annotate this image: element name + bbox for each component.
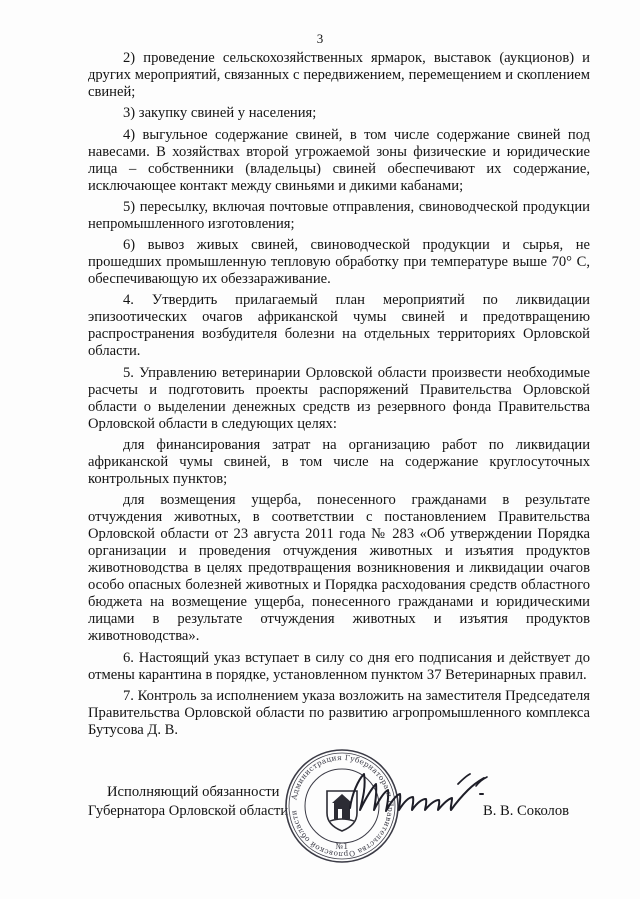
official-seal-stamp	[283, 747, 401, 865]
paragraph-item-6: 6) вывоз живых свиней, свиноводческой продукции и сырья, не прошедших промышленную тепловую обработку при температуре выше 70° С, обеспечивающую их обеззараживание.	[88, 237, 590, 288]
signatory-title-line1: Исполняющий обязанности	[107, 784, 280, 800]
stamp-coat-of-arms-icon	[327, 791, 357, 831]
paragraph-clause-7: 7. Контроль за исполнением указа возложить на заместителя Председателя Правительства Орловской области по развитию агропромышленного комплекса Бутусова Д. В.	[88, 687, 590, 738]
paragraph-clause-4: 4. Утвердить прилагаемый план мероприятий по ликвидации эпизоотических очагов африканской чумы свиней и предотвращению распространения возбудителя болезни на отдельных территориях Орловской области.	[88, 292, 590, 360]
paragraph-purpose-1: для финансирования затрат на организацию работ по ликвидации африканской чумы свиней, в том числе на содержание круглосуточных контрольных пунктов;	[88, 437, 590, 488]
document-body	[88, 50, 590, 743]
signatory-title-line2: Губернатора Орловской области	[88, 803, 289, 819]
paragraph-item-5: 5) пересылку, включая почтовые отправления, свиноводческой продукции непромышленного изготовления;	[88, 198, 590, 232]
signatory-name: В. В. Соколов	[483, 803, 570, 819]
paragraph-item-4: 4) выгульное содержание свиней, в том числе содержание свиней под навесами. В хозяйствах второй угрожаемой зоны физические и юридические лица – собственники (владельцы) свиней обеспечивают их содержание, исключающее контакт между свиньями и дикими кабанами;	[88, 126, 590, 194]
stamp-number: №1	[335, 842, 349, 851]
stamp-ring-text: Администрация Губернатора и Правительства Орловской области	[289, 752, 396, 860]
svg-text:Администрация Губернатора и Пр	[289, 753, 395, 859]
page-number: 3	[316, 31, 324, 46]
paragraph-clause-5: 5. Управлению ветеринарии Орловской области произвести необходимые расчеты и подготовить проекты распоряжений Правительства Орловской области о выделении денежных средств из резервного фонда Правительства Орловской области в следующих целях:	[88, 364, 590, 432]
paragraph-item-3: 3) закупку свиней у населения;	[123, 105, 317, 122]
paragraph-item-2: 2) проведение сельскохозяйственных ярмарок, выставок (аукционов) и других мероприятий, связанных с передвижением, перемещением и скоплением свиней;	[88, 50, 590, 100]
paragraph-purpose-2: для возмещения ущерба, понесенного гражданами в результате отчуждения животных, в соответствии с постановлением Правительства Орловской области от 23 августа 2011 года № 283 «Об утверждении Порядка организации и проведения отчуждения животных и изъятия продуктов животноводства в целях предотвращения возникновения и ликвидации очагов особо опасных болезней животных и Порядка расходования средств областного бюджета на возмещение ущерба, понесенного гражданами и юридическими лицами в результате отчуждения животных и изъятия продуктов животноводства».	[88, 492, 590, 645]
paragraph-clause-6: 6. Настоящий указ вступает в силу со дня его подписания и действует до отмены карантина в порядке, установленном пунктом 37 Ветеринарных правил.	[88, 649, 590, 683]
handwritten-signature	[346, 768, 494, 820]
